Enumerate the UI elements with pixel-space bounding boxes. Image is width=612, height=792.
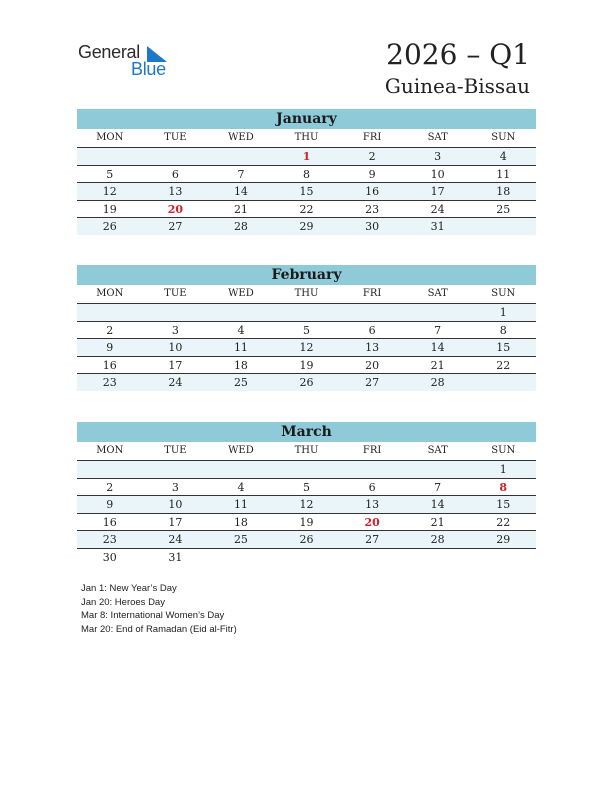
day-cell	[143, 461, 209, 478]
day-cell: 8	[499, 323, 507, 337]
holiday-notes	[81, 582, 237, 636]
day-cell: 17	[168, 358, 183, 372]
day-cell: 31	[168, 550, 183, 564]
day-cell: 3	[171, 480, 179, 494]
weekday-label: MON	[96, 445, 124, 456]
day-cell	[208, 304, 274, 321]
day-cell: 10	[430, 167, 445, 181]
day-cell: 4	[237, 323, 245, 337]
day-cell: 13	[168, 185, 183, 198]
day-cell: 11	[496, 167, 511, 181]
day-cell: 16	[102, 515, 117, 529]
day-cell: 22	[299, 202, 314, 216]
day-cell: 23	[102, 533, 117, 546]
day-cell	[405, 304, 471, 321]
day-cell	[470, 549, 536, 566]
weekday-label: MON	[96, 288, 124, 299]
day-cell	[274, 549, 340, 566]
weekday-header-row	[77, 285, 536, 304]
day-cell: 27	[365, 376, 380, 389]
week-row	[77, 322, 536, 340]
logo-general-text: General	[78, 42, 140, 62]
weekday-label: TUE	[164, 132, 187, 143]
week-row	[77, 166, 536, 184]
day-cell	[274, 461, 340, 478]
day-cell: 19	[102, 202, 117, 216]
day-cell: 15	[496, 498, 511, 511]
day-cell: 10	[168, 498, 183, 511]
weekday-label: THU	[294, 288, 319, 299]
weekday-label: WED	[228, 445, 254, 456]
weekday-label: TUE	[164, 288, 187, 299]
day-cell: 16	[365, 185, 380, 198]
day-cell: 27	[168, 220, 183, 233]
week-row	[77, 304, 536, 322]
day-cell	[339, 304, 405, 321]
weekday-label: SUN	[491, 288, 516, 299]
week-row	[77, 549, 536, 566]
day-cell: 24	[168, 533, 183, 546]
month-title: January	[77, 109, 536, 129]
day-cell	[77, 148, 143, 165]
day-cell: 6	[171, 167, 179, 181]
week-row	[77, 201, 536, 219]
weekday-label: FRI	[362, 132, 382, 143]
day-cell: 25	[233, 533, 248, 546]
day-cell: 17	[168, 515, 183, 529]
day-cell: 6	[368, 480, 376, 494]
day-cell: 8	[499, 480, 508, 494]
day-cell: 11	[233, 498, 248, 511]
day-cell: 12	[299, 341, 314, 354]
day-cell: 18	[233, 515, 248, 529]
day-cell: 2	[106, 323, 114, 337]
day-cell: 14	[430, 341, 445, 354]
day-cell: 26	[102, 220, 117, 233]
day-cell: 1	[499, 463, 507, 476]
day-cell: 27	[365, 533, 380, 546]
day-cell: 20	[365, 358, 380, 372]
day-cell: 10	[168, 341, 183, 354]
day-cell: 30	[102, 550, 117, 564]
day-cell: 13	[365, 498, 380, 511]
day-cell: 8	[303, 167, 311, 181]
weekday-header-row	[77, 442, 536, 461]
month-march	[77, 422, 536, 565]
day-cell	[405, 549, 471, 566]
weekday-label: TUE	[164, 445, 187, 456]
day-cell: 16	[102, 358, 117, 372]
day-cell	[405, 461, 471, 478]
day-cell	[77, 461, 143, 478]
day-cell	[143, 304, 209, 321]
weekday-label: SAT	[427, 288, 448, 299]
day-cell: 23	[365, 202, 380, 216]
day-cell: 5	[303, 323, 311, 337]
day-cell: 28	[430, 533, 445, 546]
day-cell: 23	[102, 376, 117, 389]
holiday-note: Jan 1: New Year’s Day	[81, 583, 177, 594]
day-cell	[77, 304, 143, 321]
day-cell: 29	[299, 220, 314, 233]
day-cell: 7	[434, 323, 442, 337]
day-cell: 19	[299, 358, 314, 372]
day-cell: 2	[106, 480, 114, 494]
day-cell: 28	[233, 220, 248, 233]
day-cell: 26	[299, 376, 314, 389]
day-cell: 9	[368, 167, 376, 181]
weekday-label: SAT	[427, 445, 448, 456]
day-cell: 20	[364, 515, 380, 529]
weekday-label: THU	[294, 445, 319, 456]
week-row	[77, 531, 536, 549]
day-cell: 31	[430, 220, 445, 233]
day-cell: 24	[168, 376, 183, 389]
month-january	[77, 109, 536, 235]
day-cell: 30	[365, 220, 380, 233]
weekday-label: FRI	[362, 288, 382, 299]
day-cell: 3	[171, 323, 179, 337]
day-cell	[470, 218, 536, 235]
day-cell: 21	[233, 202, 248, 216]
day-cell: 6	[368, 323, 376, 337]
day-cell: 3	[434, 150, 442, 163]
week-row	[77, 148, 536, 166]
week-row	[77, 496, 536, 514]
logo-blue-text: Blue	[131, 59, 166, 79]
day-cell: 28	[430, 376, 445, 389]
day-cell: 5	[106, 167, 114, 181]
logo	[78, 42, 178, 82]
day-cell: 14	[233, 185, 248, 198]
weekday-label: SUN	[491, 132, 516, 143]
week-row	[77, 218, 536, 235]
day-cell: 15	[299, 185, 314, 198]
day-cell: 12	[102, 185, 117, 198]
day-cell: 20	[167, 202, 184, 216]
day-cell: 1	[499, 306, 507, 319]
month-february	[77, 265, 536, 391]
day-cell: 15	[496, 341, 511, 354]
day-cell: 25	[233, 376, 248, 389]
day-cell: 7	[237, 167, 245, 181]
day-cell: 17	[430, 185, 445, 198]
week-row	[77, 514, 536, 532]
day-cell	[143, 148, 209, 165]
weekday-label: MON	[96, 132, 124, 143]
holiday-note: Mar 20: End of Ramadan (Eid al-Fitr)	[81, 623, 237, 635]
day-cell: 18	[233, 358, 248, 372]
weekday-label: SUN	[491, 445, 516, 456]
week-row	[77, 479, 536, 497]
day-cell: 22	[496, 358, 511, 372]
day-cell: 5	[303, 480, 311, 494]
day-cell: 2	[368, 150, 376, 163]
day-cell: 26	[299, 533, 314, 546]
day-cell	[208, 461, 274, 478]
day-cell: 19	[299, 515, 314, 529]
day-cell: 12	[299, 498, 314, 511]
holiday-note: Mar 8: International Women’s Day	[81, 610, 225, 621]
week-row	[77, 374, 536, 391]
month-title: February	[77, 265, 536, 285]
month-title: March	[77, 422, 536, 442]
page-title: 2026 – Q1	[386, 38, 530, 71]
weekday-label: WED	[228, 132, 254, 143]
holiday-note: Jan 20: Heroes Day	[81, 596, 165, 608]
day-cell: 11	[233, 341, 248, 354]
weekday-label: THU	[294, 132, 319, 143]
day-cell: 21	[430, 515, 445, 529]
day-cell: 4	[237, 480, 245, 494]
week-row	[77, 461, 536, 479]
day-cell: 13	[365, 341, 380, 354]
day-cell: 29	[496, 533, 511, 546]
weekday-label: WED	[228, 288, 254, 299]
day-cell	[339, 549, 405, 566]
day-cell	[274, 304, 340, 321]
weekday-label: FRI	[362, 445, 382, 456]
day-cell: 9	[106, 498, 114, 511]
week-row	[77, 183, 536, 201]
week-row	[77, 357, 536, 375]
day-cell: 1	[302, 150, 311, 163]
day-cell: 18	[496, 185, 511, 198]
day-cell: 14	[430, 498, 445, 511]
day-cell: 24	[430, 202, 445, 216]
day-cell: 7	[434, 480, 442, 494]
weekday-label: SAT	[427, 132, 448, 143]
day-cell	[339, 461, 405, 478]
day-cell: 22	[496, 515, 511, 529]
country-name: Guinea-Bissau	[384, 74, 530, 98]
day-cell	[208, 549, 274, 566]
day-cell	[208, 148, 274, 165]
day-cell: 9	[106, 341, 114, 354]
weekday-header-row	[77, 129, 536, 148]
day-cell	[470, 374, 536, 391]
day-cell: 25	[496, 202, 511, 216]
week-row	[77, 339, 536, 357]
day-cell: 4	[499, 150, 507, 163]
day-cell: 21	[430, 358, 445, 372]
